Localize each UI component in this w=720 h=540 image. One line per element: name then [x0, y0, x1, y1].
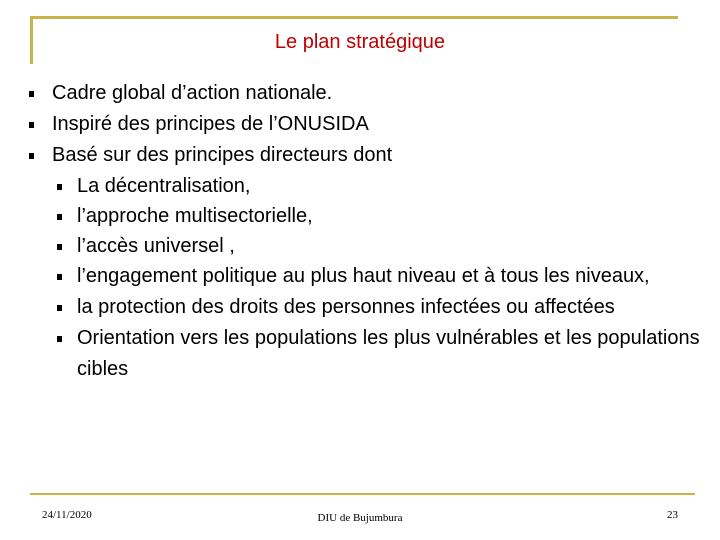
sub-bullet-item — [0, 292, 720, 323]
bullet-item — [0, 109, 720, 140]
sub-bullet-text: la protection des droits des personnes infectées ou affectées — [77, 296, 615, 318]
sub-bullet-text: l’engagement politique au plus haut niveau et à tous les niveaux, — [77, 265, 650, 287]
bullet-item — [0, 140, 720, 171]
square-bullet-icon — [57, 274, 62, 280]
footer-date: 24/11/2020 — [42, 509, 92, 521]
square-bullet-icon — [57, 184, 62, 190]
sub-bullet-item — [0, 201, 720, 231]
square-bullet-icon — [57, 305, 62, 311]
square-bullet-icon — [29, 153, 34, 159]
footer-divider — [30, 493, 695, 495]
sub-bullet-text: l’approche multisectorielle, — [77, 205, 313, 227]
slide-content — [0, 78, 720, 385]
bullet-text: Basé sur des principes directeurs dont — [52, 144, 393, 166]
square-bullet-icon — [57, 336, 62, 342]
sub-bullet-item — [0, 261, 720, 292]
square-bullet-icon — [57, 244, 62, 250]
bullet-text: Inspiré des principes de l’ONUSIDA — [52, 113, 369, 135]
square-bullet-icon — [29, 91, 34, 97]
bullet-item — [0, 78, 720, 109]
sub-bullet-text: Orientation vers les populations les plus vulnérables et les populations cibles — [77, 327, 700, 380]
sub-bullet-text: l’accès universel , — [77, 235, 235, 257]
sub-bullet-item — [0, 171, 720, 201]
sub-bullet-text: La décentralisation, — [77, 175, 251, 197]
sub-bullet-item — [0, 323, 720, 385]
sub-bullet-item — [0, 231, 720, 261]
square-bullet-icon — [57, 214, 62, 220]
square-bullet-icon — [29, 122, 34, 128]
footer-location: DIU de Bujumbura — [317, 512, 403, 524]
slide-title: Le plan stratégique — [274, 31, 446, 53]
page-number: 23 — [667, 509, 678, 521]
bullet-text: Cadre global d’action nationale. — [52, 82, 333, 104]
